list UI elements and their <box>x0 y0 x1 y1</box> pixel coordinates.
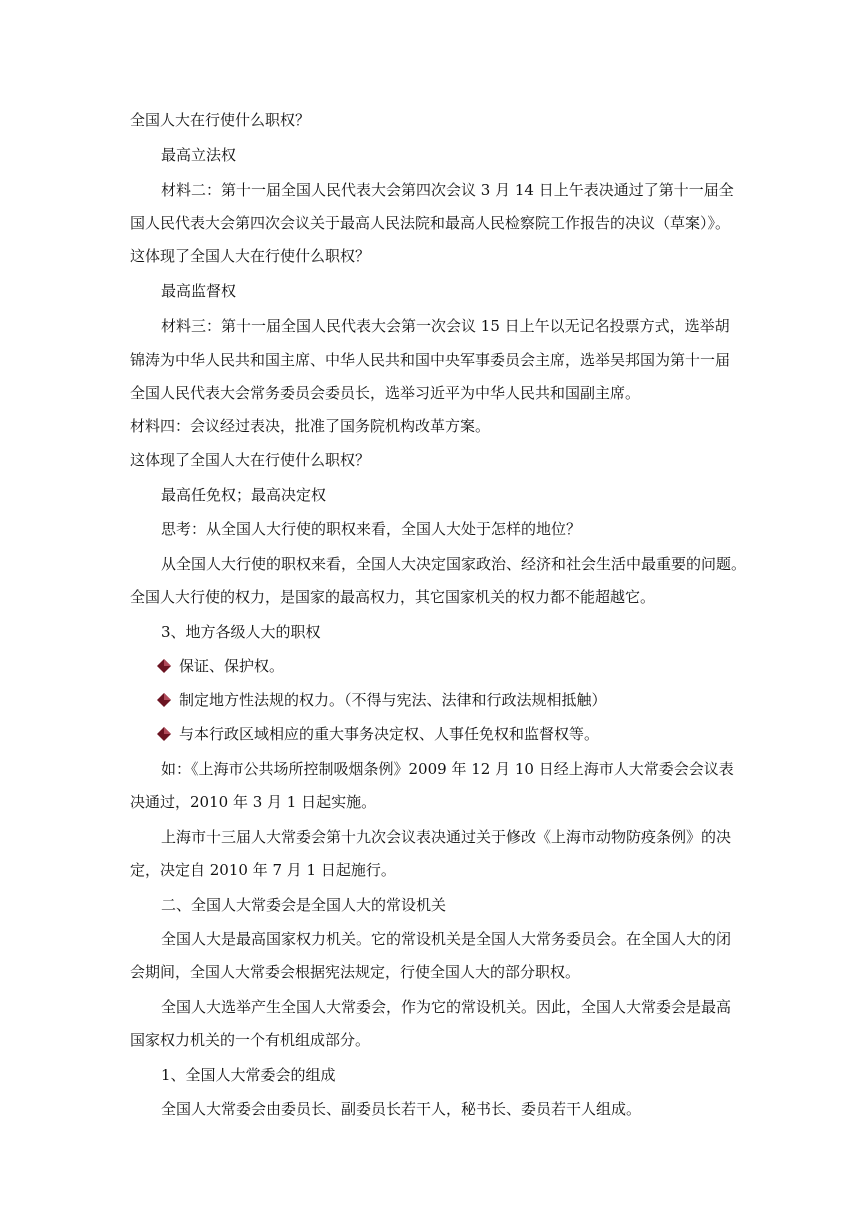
paragraph-line: 全国人大行使的权力，是国家的最高权力，其它国家机关的权力都不能超越它。 <box>130 588 656 606</box>
paragraph-line: 如：《上海市公共场所控制吸烟条例》2009 年 12 月 10 日经上海市人大常委会会议表 <box>161 760 734 778</box>
bullet-item <box>157 690 607 710</box>
paragraph-line: 会期间，全国人大常委会根据宪法规定，行使全国人大的部分职权。 <box>130 963 581 981</box>
diamond-bullet-icon <box>157 693 171 707</box>
section-heading: 1、全国人大常委会的组成 <box>161 1066 336 1084</box>
paragraph-line: 材料四：会议经过表决，批准了国务院机构改革方案。 <box>130 417 491 435</box>
paragraph-line: 思考：从全国人大行使的职权来看，全国人大处于怎样的地位？ <box>161 520 582 538</box>
answer-line: 最高监督权 <box>161 282 237 300</box>
answer-line: 最高任免权；最高决定权 <box>161 486 327 504</box>
bullet-text: 与本行政区域相应的重大事务决定权、人事任免权和监督权等。 <box>179 725 600 743</box>
paragraph-line: 国人民代表大会第四次会议关于最高人民法院和最高人民检察院工作报告的决议（草案）》。 <box>130 214 731 232</box>
question-line: 全国人大在行使什么职权？ <box>130 111 311 129</box>
paragraph-line: 全国人民代表大会常务委员会委员长，选举习近平为中华人民共和国副主席。 <box>130 384 641 402</box>
bullet-item <box>157 656 284 676</box>
section-heading: 3、地方各级人大的职权 <box>161 623 321 641</box>
paragraph-line: 材料三：第十一届全国人民代表大会第一次会议 15 日上午以无记名投票方式，选举胡 <box>161 317 730 335</box>
question-line: 这体现了全国人大在行使什么职权？ <box>130 247 371 265</box>
diamond-bullet-icon <box>157 659 171 673</box>
paragraph-line: 锦涛为中华人民共和国主席、中华人民共和国中央军事委员会主席，选举吴邦国为第十一届 <box>130 351 731 369</box>
section-heading: 二、全国人大常委会是全国人大的常设机关 <box>161 896 447 914</box>
paragraph-line: 全国人大选举产生全国人大常委会，作为它的常设机关。因此，全国人大常委会是最高 <box>161 998 732 1016</box>
paragraph-line: 材料二：第十一届全国人民代表大会第四次会议 3 月 14 日上午表决通过了第十一届全 <box>161 181 734 199</box>
paragraph-line: 从全国人大行使的职权来看，全国人大决定国家政治、经济和社会生活中最重要的问题。 <box>161 555 747 573</box>
bullet-text: 保证、保护权。 <box>179 657 285 675</box>
paragraph-line: 全国人大是最高国家权力机关。它的常设机关是全国人大常务委员会。在全国人大的闭 <box>161 930 732 948</box>
bullet-text: 制定地方性法规的权力。（不得与宪法、法律和行政法规相抵触） <box>179 691 607 709</box>
answer-line: 最高立法权 <box>161 146 237 164</box>
diamond-bullet-icon <box>157 727 171 741</box>
paragraph-line: 上海市十三届人大常委会第十九次会议表决通过关于修改《上海市动物防疫条例》的决 <box>161 828 732 846</box>
paragraph-line: 全国人大常委会由委员长、副委员长若干人，秘书长、委员若干人组成。 <box>161 1100 642 1118</box>
paragraph-line: 决通过，2010 年 3 月 1 日起实施。 <box>130 793 377 811</box>
paragraph-line: 国家权力机关的一个有机组成部分。 <box>130 1031 371 1049</box>
bullet-item <box>157 724 599 744</box>
question-line: 这体现了全国人大在行使什么职权？ <box>130 451 371 469</box>
paragraph-line: 定，决定自 2010 年 7 月 1 日起施行。 <box>130 861 396 879</box>
